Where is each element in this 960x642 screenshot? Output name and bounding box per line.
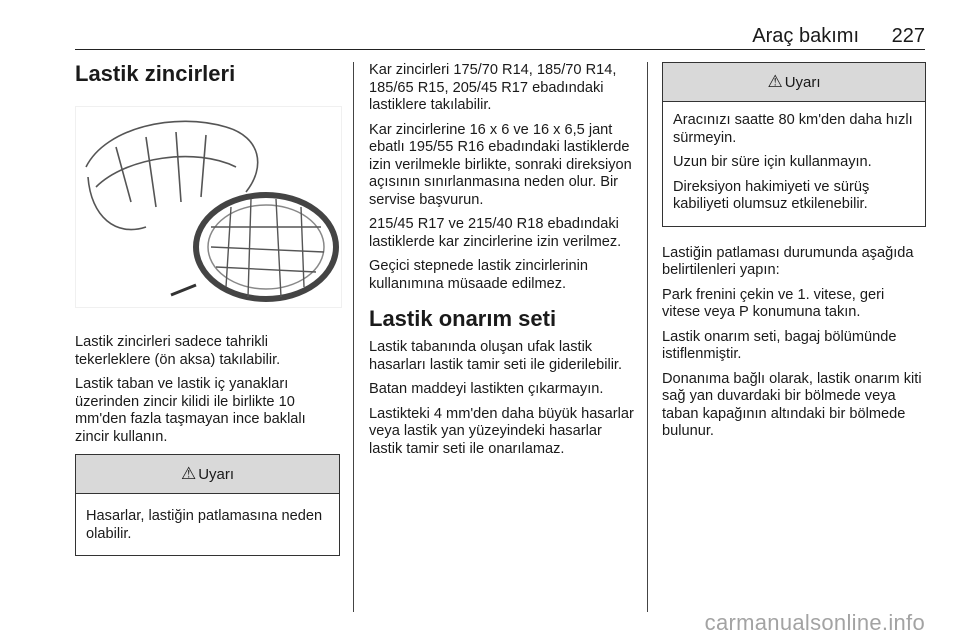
- section-title-header: Araç bakımı: [752, 25, 859, 47]
- paragraph: Lastik zincirleri sadece tahrikli tekerleklere (ön aksa) takılabilir.: [75, 334, 281, 368]
- header-rule: [75, 49, 925, 50]
- paragraph: Kar zincirleri 175/70 R14, 185/70 R14, 185/65 R15, 205/45 R17 ebadındaki lastiklere takılabilir.: [369, 62, 617, 113]
- page-header: [75, 22, 925, 48]
- paragraph: Lastik onarım seti, bagaj bölümünde istiflenmiştir.: [662, 328, 897, 362]
- warning-header: [663, 63, 925, 102]
- paragraph: Donanıma bağlı olarak, lastik onarım kiti sağ yan duvardaki bir bölmede veya taban kapağının altındaki bir bölmede bulunur.: [662, 370, 922, 439]
- warning-title: Uyarı: [198, 465, 235, 483]
- paragraph: Lastikteki 4 mm'den daha büyük hasarlar veya lastik yan yüzeyindeki hasarlar lastik tamir seti ile onarılamaz.: [369, 405, 634, 457]
- paragraph: Lastik taban ve lastik iç yanakları üzerinden zincir kilidi ile birlikte 10 mm'den fazla taşmayan ince baklalı zincir kullanın.: [75, 376, 306, 445]
- column-1: [75, 62, 340, 556]
- warning-box: [75, 454, 340, 556]
- warning-header: [76, 455, 339, 494]
- warning-text: Hasarlar, lastiğin patlamasına neden olabilir.: [86, 508, 323, 542]
- column-2: [369, 62, 635, 465]
- column-divider: [353, 62, 354, 612]
- column-divider: [647, 62, 648, 612]
- warning-text: Uzun bir süre için kullanmayın.: [673, 154, 872, 170]
- paragraph: Geçici stepnede lastik zincirlerinin kullanımına müsaade edilmez.: [369, 258, 588, 292]
- repair-instructions: [662, 245, 926, 441]
- snow-chain-illustration: [75, 106, 342, 308]
- paragraph: Kar zincirlerine 16 x 6 ve 16 x 6,5 jant ebatlı 195/55 R16 ebadındaki lastiklerde izin verilmekle birlikte, sonraki direksiyon açısının sınırlanmasına neden olur. Bir servise başvurun.: [369, 121, 632, 208]
- section-title: Lastik zincirleri: [75, 61, 236, 86]
- snow-chain-icon: [76, 107, 341, 307]
- warning-text: Direksiyon hakimiyeti ve sürüş kabiliyeti olumsuz etkilenebilir.: [673, 178, 870, 212]
- paragraph: Batan maddeyi lastikten çıkarmayın.: [369, 381, 604, 397]
- paragraph: Lastik tabanında oluşan ufak lastik hasarları lastik tamir seti ile giderilebilir.: [369, 339, 623, 373]
- paragraph: 215/45 R17 ve 215/40 R18 ebadındaki lastiklerde kar zincirlerine izin verilmez.: [369, 216, 622, 250]
- warning-triangle-icon: ⚠: [180, 464, 197, 483]
- paragraph: Lastiğin patlaması durumunda aşağıda belirtilenleri yapın:: [662, 244, 914, 278]
- section-title: Lastik onarım seti: [369, 306, 557, 331]
- paragraph: Park frenini çekin ve 1. vitese, geri vitese veya P konumuna takın.: [662, 286, 885, 320]
- watermark: carmanualsonline.info: [704, 610, 925, 635]
- page-number: 227: [891, 25, 925, 47]
- warning-box: [662, 62, 926, 227]
- warning-text: Aracınızı saatte 80 km'den daha hızlı sürmeyin.: [673, 112, 913, 146]
- warning-body: [76, 494, 339, 555]
- column-3: [662, 62, 926, 448]
- warning-body: [663, 102, 925, 226]
- warning-title: Uyarı: [784, 73, 821, 91]
- warning-triangle-icon: ⚠: [767, 72, 783, 91]
